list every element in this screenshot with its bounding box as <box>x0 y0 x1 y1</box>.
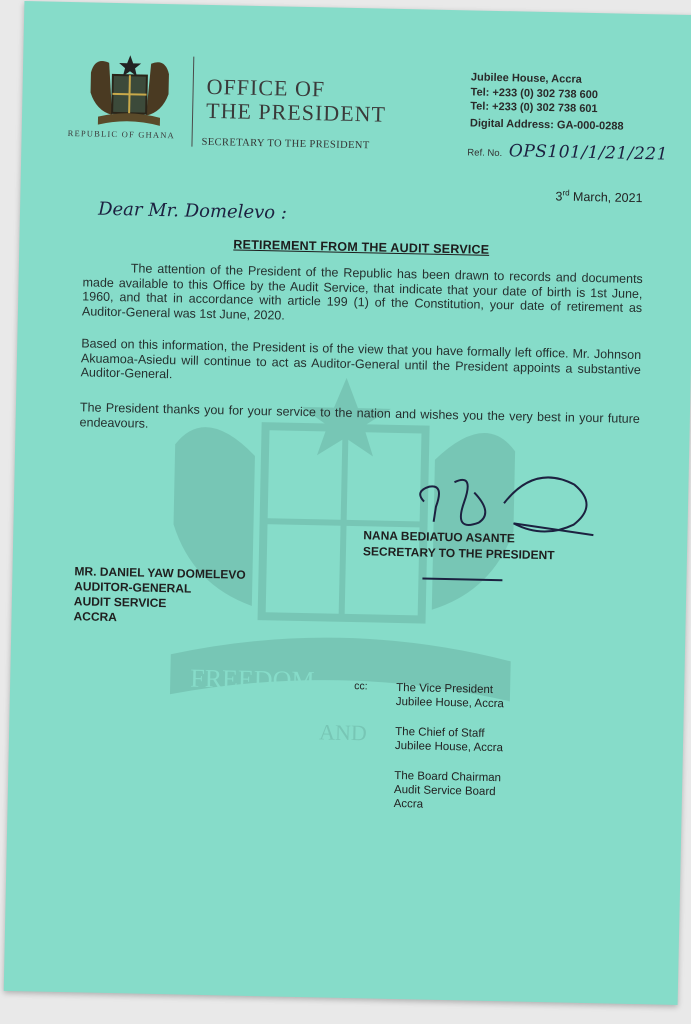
telephone-1: Tel: +233 (0) 302 738 600 <box>470 85 599 101</box>
cc-entry <box>396 681 505 711</box>
signatory-title: SECRETARY TO THE PRESIDENT <box>362 543 555 562</box>
body-paragraph-2: Based on this information, the President is of the view that you have formally left office. Mr. Johnson Akuamoa-Asiedu will continue to act as Auditor-General until the President appoints a substantive Auditor-General. <box>80 336 642 382</box>
signatory-block <box>363 528 555 563</box>
address-line: Jubilee House, Accra <box>470 71 582 86</box>
letterhead-divider <box>191 57 194 147</box>
digital-address: Digital Address: GA-000-0288 <box>469 116 624 133</box>
signatory-name: NANA BEDIATUO ASANTE <box>363 528 516 546</box>
contact-block <box>470 70 625 133</box>
letter-page <box>4 1 691 1005</box>
letter-subject: RETIREMENT FROM THE AUDIT SERVICE <box>233 237 490 257</box>
secretary-subtitle: SECRETARY TO THE PRESIDENT <box>201 136 370 152</box>
office-title-line2: THE PRESIDENT <box>205 97 387 127</box>
recipient-organisation: AUDIT SERVICE <box>73 594 167 611</box>
cc-entry-line: The Chief of Staff <box>395 725 485 740</box>
ghana-crest-logo <box>84 52 176 132</box>
recipient-city: ACCRA <box>73 609 118 625</box>
recipient-name: MR. DANIEL YAW DOMELEVO <box>74 564 246 582</box>
watermark-word-freedom: FREEDOM <box>189 663 315 696</box>
cc-entry <box>395 725 504 755</box>
cc-entry-line: The Board Chairman <box>394 769 502 785</box>
office-title <box>206 75 387 127</box>
recipient-address <box>73 564 245 628</box>
cc-entry-line: The Vice President <box>396 681 494 697</box>
letter-date <box>555 188 642 205</box>
recipient-title: AUDITOR-GENERAL <box>74 579 192 596</box>
cc-entry-line: Accra <box>393 797 424 811</box>
date-rest: March, 2021 <box>569 189 643 206</box>
cc-entry-line: Jubilee House, Accra <box>395 695 504 711</box>
watermark-word-and: AND <box>318 719 368 746</box>
body-paragraph-1: The attention of the President of the Republic has been drawn to records and documents made available to this Office by the Audit Service, that indicate that your date of birth is 1st June, 1960, and that in accordance with article 199 (1) of the Constitution, your date of retirement as Auditor-General was 1st June, 2020. <box>81 261 643 323</box>
body-paragraph-3: The President thanks you for your service to the nation and wishes you the very best in your future endeavours. <box>79 400 640 431</box>
cc-entry <box>394 769 502 813</box>
republic-of-ghana-label: REPUBLIC OF GHANA <box>67 127 176 141</box>
reference-handwritten: OPS101/1/21/221 <box>508 141 669 165</box>
reference-label: Ref. No. <box>467 147 503 160</box>
handwritten-salutation: Dear Mr. Domelevo : <box>97 198 288 224</box>
office-title-line1: OFFICE OF <box>206 73 326 102</box>
date-suffix: rd <box>562 188 570 198</box>
cc-entry-line: Jubilee House, Accra <box>394 739 504 755</box>
reference-number <box>467 140 668 164</box>
cc-label: cc: <box>354 680 368 693</box>
telephone-2: Tel: +233 (0) 302 738 601 <box>470 100 598 116</box>
date-day: 3 <box>555 189 563 204</box>
cc-entry-line: Audit Service Board <box>393 783 496 799</box>
